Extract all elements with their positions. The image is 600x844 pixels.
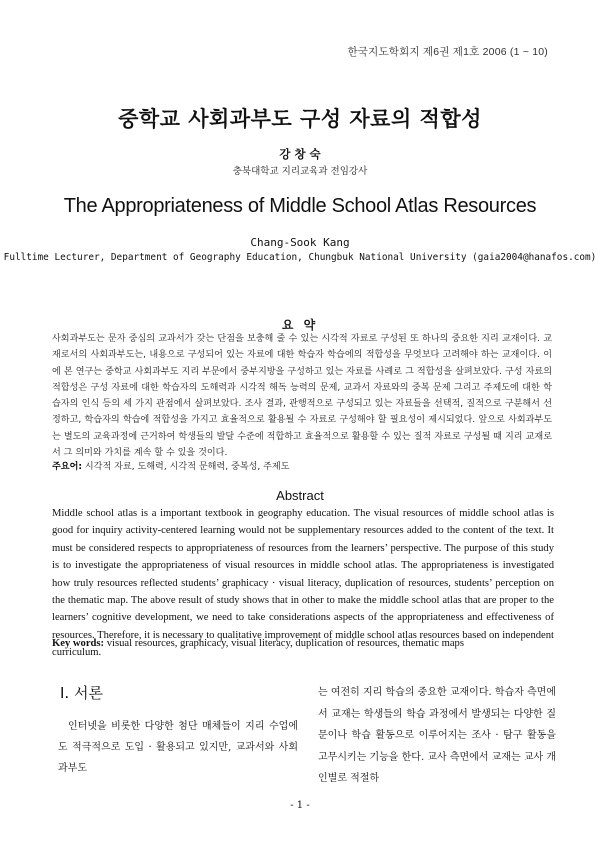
english-keywords xyxy=(52,638,552,649)
korean-abstract-body: 사회과부도는 문자 중심의 교과서가 갖는 단점을 보충해 줄 수 있는 시각적 자료로 구성된 또 하나의 중요한 지리 교재이다. 교재로서의 사회과부도는, 내용으로 구성되어 있는 자료에 대한 학습자 학습에의 적합성을 무엇보다 고려해야 하는 교재이다. 이에 본 연구는 중학교 사회과부도 지리 부문에서 중부지방을 구성하고 있는 자료를 사례로 그 적합성을 살펴보았다. 구성 자료의 적합성은 구성 자료에 대한 학습자의 도해력과 시각적 해독 능력의 문제, 교과서 자료와의 중복 문제 그리고 주제도에 대한 학습자의 인식 등의 세 가지 관점에서 살펴보았다. 조사 결과, 관행적으로 구성되고 있는 자료들을 선택적, 질적으로 구분해서 선정하고, 학습자의 학습에 적합성을 가지고 효율적으로 활용될 수 자료로 구성해야 할 필요성이 제시되었다. 앞으로 사회과부도는 별도의 교육과정에 근거하여 학생들의 발달 수준에 적합하고 효율적으로 활용할 수 있는 질적 자료로 구성될 때 지리 교재로서 그 의미와 가치를 계속 할 수 있을 것이다. xyxy=(52,334,552,459)
english-title: The Appropriateness of Middle School Atlas Resources xyxy=(63,195,537,217)
korean-keywords-list: 시각적 자료, 도해력, 시각적 문해력, 중복성, 주제도 xyxy=(82,462,290,472)
body-right-column: 는 여전히 지리 학습의 중요한 교재이다. 학습자 측면에서 교재는 학생들의 학습 과정에서 발생되는 다양한 질문이나 학습 활동으로 이루어지는 조사 · 탐구 활동을 고무시키는 기능을 한다. 교사 측면에서 교재는 교사 개인별로 적절하 xyxy=(318,687,556,784)
english-abstract-body: Middle school atlas is a important textbook in geography education. The visual resources of middle school atlas is good for inquiry activity-centered learning would not be supplementary resources added to the content of the text. It must be considered respects to appropriateness of resources from the learners’ perspective. The purpose of this study is to investigate the appropriateness of visual resources in middle school atlas. The appropriateness is investigated how truly resources reflected students’ graphicacy · visual literacy, duplication of resources, students’ perception on the thematic map. The above result of study shows that in other to make the middle school atlas that are proper to the learners’ cognitive development, we need to take considerations aspects of the appropriateness and effectiveness of resources. Therefore, it is necessary to qualitative improvement of middle school atlas resources based on independent curriculum. xyxy=(52,508,554,659)
section-heading-introduction: I. 서론 xyxy=(60,684,103,702)
page-number: - 1 - xyxy=(290,800,310,811)
korean-keywords xyxy=(52,460,552,474)
body-left-text: 인터넷을 비롯한 다양한 첨단 매체들이 지리 수업에도 적극적으로 도입 · 활용되고 있지만, 교과서와 사회과부도 xyxy=(58,721,298,774)
korean-title: 중학교 사회과부도 구성 자료의 적합성 xyxy=(118,107,482,131)
journal-header: 한국지도학회지 제6권 제1호 2006 (1 ~ 10) xyxy=(347,46,548,58)
korean-keywords-label: 주요어: xyxy=(52,462,82,472)
body-left-column xyxy=(58,716,298,779)
korean-author: 강 창 숙 xyxy=(279,147,321,161)
korean-abstract-heading: 요 약 xyxy=(281,318,319,332)
english-abstract-heading: Abstract xyxy=(276,488,324,503)
korean-affiliation: 충북대학교 지리교육과 전임강사 xyxy=(232,166,368,177)
english-keywords-list: visual resources, graphicacy, visual literacy, duplication of resources, thematic maps xyxy=(104,638,464,649)
english-affiliation: Fulltime Lecturer, Department of Geography Education, Chungbuk National University (gaia2004@hanafos.com) xyxy=(3,252,597,263)
english-keywords-label: Key words: xyxy=(52,638,105,649)
english-author: Chang-Sook Kang xyxy=(250,236,350,249)
